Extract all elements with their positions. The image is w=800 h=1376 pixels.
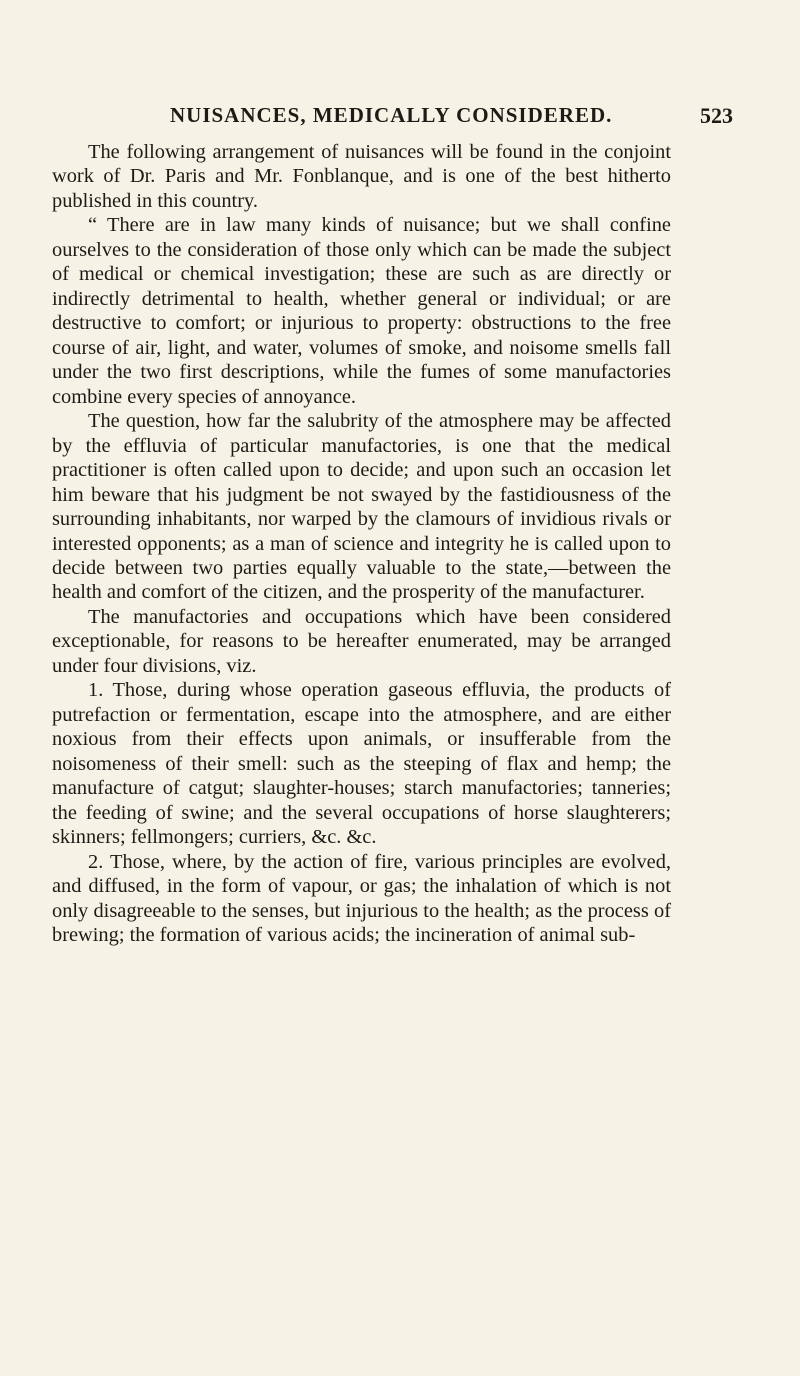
paragraph-salubrity: The question, how far the salubrity of the atmosphere may be affected by the effluvia of particular manufactories, is one that the medical practitioner is often called upon to decide; and upon such an occasion let him beware that his judgment be not swayed by the fastidiousness of the surrounding inhabitants, nor warped by the clamours of invidious rivals or interested opponents; as a man of science and integrity he is called upon to decide between two parties equally valuable to the state,—between the health and comfort of the citizen, and the prosperity of the manufacturer. bbox=[52, 410, 671, 604]
running-title: NUISANCES, MEDICALLY CONSIDERED. bbox=[170, 103, 613, 127]
page-number: 523 bbox=[700, 103, 733, 128]
paragraph-arrangement-intro: The following arrangement of nuisances will be found in the conjoint work of Dr. Paris and Mr. Fonblanque, and is one of the best hitherto published in this country. bbox=[52, 141, 671, 212]
paragraph-quote-nuisance: “ There are in law many kinds of nuisance; but we shall confine ourselves to the consideration of those only which can be made the subject of medical or chemical investigation; these are such as are directly or indirectly detrimental to health, whether general or individual; or are destructive to comfort; or injurious to property: obstructions to the free course of air, light, and water, volumes of smoke, and noisome smells fall under the two first descriptions, while the fumes of some manufactories combine every species of annoyance. bbox=[52, 214, 671, 408]
paragraph-division-2: 2. Those, where, by the action of fire, various principles are evolved, and diffused, in the form of vapour, or gas; the inhalation of which is not only disagreeable to the senses, but injurious to the health; as the process of brewing; the formation of various acids; the incineration of animal sub- bbox=[52, 850, 671, 946]
page-header bbox=[52, 103, 748, 135]
body-text bbox=[52, 140, 671, 947]
paragraph-division-1: 1. Those, during whose operation gaseous effluvia, the products of putrefaction or fermentation, escape into the atmosphere, and are either noxious from their effects upon animals, or insufferable from the noisomeness of their smell: such as the steeping of flax and hemp; the manufacture of catgut; slaughter-houses; starch manufactories; tanneries; the feeding of swine; and the several occupations of horse slaughterers; skinners; fellmongers; curriers, &c. &c. bbox=[52, 679, 671, 849]
paragraph-divisions: The manufactories and occupations which have been considered exceptionable, for reasons to be hereafter enumerated, may be arranged under four divisions, viz. bbox=[52, 605, 671, 677]
